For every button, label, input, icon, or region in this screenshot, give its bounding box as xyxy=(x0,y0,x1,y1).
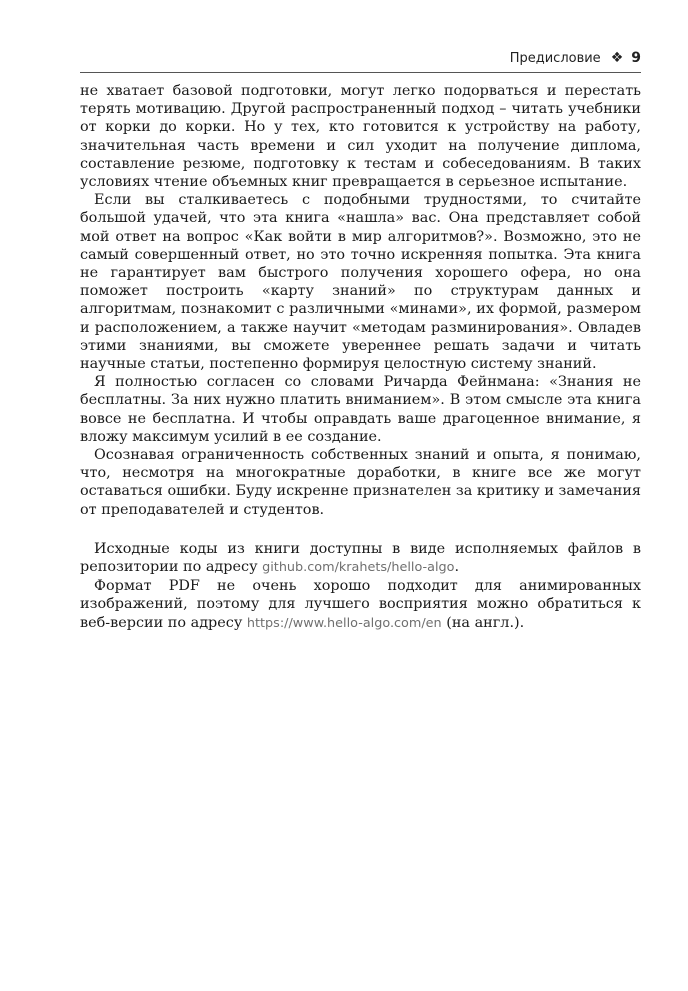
paragraph-6-text: Формат PDF не очень хорошо подходит для анимированных изображений, поэтому для лучшего восприятия можно обратиться к веб-версии по адресу xyxy=(80,578,641,631)
paragraph-5-end: . xyxy=(454,559,460,576)
paragraph-5 xyxy=(80,540,641,577)
paragraph-3: Я полностью согласен со словами Ричарда Фейнмана: «Знания не бесплатны. За них нужно платить вниманием». В этом смысле эта книга вовсе не бесплатна. И чтобы оправдать ваше драгоценное внимание, я вложу максимум усилий в ее создание. xyxy=(80,374,641,445)
web-version-link[interactable]: https://www.hello-algo.com/en xyxy=(246,615,442,631)
repo-link[interactable]: github.com/krahets/hello-algo xyxy=(262,560,455,576)
paragraph-5-text: Исходные коды из книги доступны в виде исполняемых файлов в репозитории по адресу xyxy=(80,540,641,576)
running-header xyxy=(80,48,641,73)
paragraph-4: Осознавая ограниченность собственных знаний и опыта, я понимаю, что, несмотря на многократные доработки, в книге все же могут оставаться ошибки. Буду искренне признателен за критику и замечания от преподавателей и студентов. xyxy=(80,447,641,518)
paragraph-2: Если вы сталкиваетесь с подобными трудностями, то считайте большой удачей, что эта книга «нашла» вас. Она представляет собой мой ответ на вопрос «Как войти в мир алгоритмов?». Возможно, это не самый совершенный ответ, но это точно искренняя попытка. Эта книга не гарантирует вам быстрого получения хорошего офера, но она поможет построить «карту знаний» по структурам данных и алгоритмам, познакомит с различными «минами», их формой, размером и расположением, а также научит «методам разминирования». Овладев этими знаниями, вы сможете увереннее решать задачи и читать научные статьи, постепенно формируя целостную систему знаний. xyxy=(80,192,641,373)
header-right xyxy=(510,50,641,66)
section-title: Предисловие xyxy=(509,51,601,66)
paragraph-gap xyxy=(80,519,641,540)
body-text xyxy=(80,82,641,633)
paragraph-1: не хватает базовой подготовки, могут легко подорваться и перестать терять мотивацию. Другой распространенный подход – читать учебники от корки до корки. Но у тех, кто готовится к устройству на работу, значительная часть времени и сил уходит на получение диплома, составление резюме, подготовку к тестам и собеседованиям. В таких условиях чтение объемных книг превращается в серьезное испытание. xyxy=(80,83,641,191)
paragraph-6-end: (на англ.). xyxy=(441,614,525,631)
paragraph-6 xyxy=(80,577,641,633)
page-number: 9 xyxy=(631,50,641,66)
ornament-icon: ❖ xyxy=(610,50,624,66)
